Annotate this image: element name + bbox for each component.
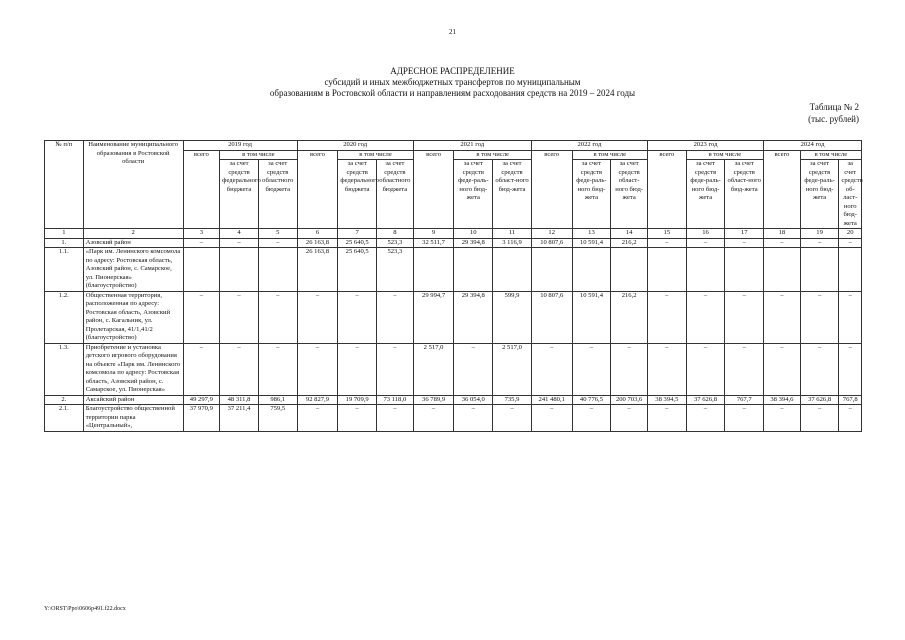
header-total: всего	[531, 150, 572, 229]
row-value: –	[647, 238, 686, 248]
column-number: 2	[83, 229, 183, 239]
file-path: Y:\ORST\Ppo\0606p491.f22.docx	[44, 606, 126, 612]
row-value: –	[531, 405, 572, 432]
row-value: 10 591,4	[572, 238, 611, 248]
header-year: 2023 год	[647, 141, 763, 151]
header-incl: в том числе	[686, 150, 763, 160]
row-value	[764, 248, 801, 292]
row-value: 29 394,8	[454, 238, 493, 248]
header-num: № п/п	[45, 141, 84, 229]
row-value: –	[338, 405, 377, 432]
row-number: 1.	[45, 238, 84, 248]
table-row	[45, 395, 862, 405]
distribution-table	[44, 140, 862, 432]
table-name: Таблица № 2	[809, 102, 859, 112]
row-value: 10 807,6	[531, 238, 572, 248]
row-value: –	[572, 343, 611, 395]
row-value: 36 054,0	[454, 395, 493, 405]
row-value: 38 394,6	[764, 395, 801, 405]
header-total: всего	[183, 150, 220, 229]
row-value: 37 626,8	[800, 395, 839, 405]
column-number: 19	[800, 229, 839, 239]
row-value	[531, 248, 572, 292]
row-value: 19 709,9	[338, 395, 377, 405]
row-value: –	[183, 343, 220, 395]
row-value: –	[800, 343, 839, 395]
row-value: 2 517,0	[413, 343, 454, 395]
row-value: 767,8	[839, 395, 862, 405]
column-number: 12	[531, 229, 572, 239]
row-value: 40 776,5	[572, 395, 611, 405]
title-line-2: субсидий и иных межбюджетных трансфертов по муниципальным	[324, 77, 581, 87]
row-value: 37 970,9	[183, 405, 220, 432]
row-value: 25 640,5	[338, 248, 377, 292]
column-number: 1	[45, 229, 84, 239]
table-units: (тыс. рублей)	[808, 114, 859, 124]
column-number: 8	[377, 229, 414, 239]
row-value: –	[531, 343, 572, 395]
row-value: –	[725, 291, 764, 343]
row-value: –	[686, 291, 725, 343]
row-value: –	[258, 343, 297, 395]
header-year: 2020 год	[297, 141, 413, 151]
row-value: –	[839, 238, 862, 248]
row-number: 2.1.	[45, 405, 84, 432]
column-number: 14	[611, 229, 648, 239]
row-value: 200 703,6	[611, 395, 648, 405]
row-name: Аксайский район	[83, 395, 183, 405]
row-value: 92 827,9	[297, 395, 338, 405]
row-value: –	[725, 405, 764, 432]
row-value: 49 297,9	[183, 395, 220, 405]
row-value: –	[377, 343, 414, 395]
header-federal: за счет средств федерального бюджета	[338, 160, 377, 229]
row-value: 216,2	[611, 238, 648, 248]
row-value	[800, 248, 839, 292]
row-value: –	[764, 238, 801, 248]
row-value: –	[297, 343, 338, 395]
column-number: 6	[297, 229, 338, 239]
table-row	[45, 238, 862, 248]
row-value: –	[258, 238, 297, 248]
row-value: 10 591,4	[572, 291, 611, 343]
header-year: 2024 год	[764, 141, 862, 151]
header-incl: в том числе	[338, 150, 413, 160]
header-regional: за счет средств област-ного бюд-жета	[493, 160, 532, 229]
column-number: 10	[454, 229, 493, 239]
row-number: 1.3.	[45, 343, 84, 395]
header-regional: за счет средств област-ного бюд-жета	[725, 160, 764, 229]
title-line-1: АДРЕСНОЕ РАСПРЕДЕЛЕНИЕ	[390, 66, 515, 76]
row-name: Благоустройство общественной территории парка «Центральный»,	[83, 405, 183, 432]
column-number: 4	[220, 229, 259, 239]
row-value	[220, 248, 259, 292]
row-value: –	[611, 343, 648, 395]
row-name: Общественная территория, расположенная по адресу: Ростовская область, Азовский район, с. Кагальник, ул. Пролетарская, 41/1,41/2 (благоустройство)	[83, 291, 183, 343]
column-number: 20	[839, 229, 862, 239]
page-number: 21	[449, 28, 456, 36]
row-value	[454, 248, 493, 292]
row-value: 37 626,8	[686, 395, 725, 405]
row-value: 25 640,5	[338, 238, 377, 248]
row-value: –	[454, 343, 493, 395]
table-row	[45, 405, 862, 432]
row-value: 26 163,8	[297, 248, 338, 292]
row-value: –	[800, 405, 839, 432]
row-value: –	[686, 238, 725, 248]
row-value: –	[647, 291, 686, 343]
row-value: 10 807,6	[531, 291, 572, 343]
table-row	[45, 291, 862, 343]
column-number: 15	[647, 229, 686, 239]
row-value: 241 480,1	[531, 395, 572, 405]
table-row	[45, 248, 862, 292]
header-name: Наименование муниципального образования в Ростовской области	[83, 141, 183, 229]
row-value: 32 511,7	[413, 238, 454, 248]
row-value	[183, 248, 220, 292]
row-value: –	[800, 291, 839, 343]
row-value	[839, 248, 862, 292]
row-value: 767,7	[725, 395, 764, 405]
row-value: –	[839, 405, 862, 432]
row-value: 2 517,0	[493, 343, 532, 395]
header-year: 2021 год	[413, 141, 531, 151]
header-incl: в том числе	[454, 150, 531, 160]
header-regional: за счет средств областного бюджета	[258, 160, 297, 229]
row-value: 986,1	[258, 395, 297, 405]
row-value: –	[183, 238, 220, 248]
column-number: 7	[338, 229, 377, 239]
header-federal: за счет средств феде-раль-ного бюд-жета	[800, 160, 839, 229]
row-value: –	[764, 405, 801, 432]
row-value: –	[297, 291, 338, 343]
row-value: –	[377, 405, 414, 432]
header-federal: за счет средств федерального бюджета	[220, 160, 259, 229]
row-value: –	[493, 405, 532, 432]
row-value: –	[220, 238, 259, 248]
header-federal: за счет средств феде-раль-ного бюд-жета	[572, 160, 611, 229]
header-year: 2019 год	[183, 141, 297, 151]
row-value	[611, 248, 648, 292]
document-title	[0, 66, 905, 99]
column-number: 5	[258, 229, 297, 239]
row-value: –	[725, 343, 764, 395]
row-value	[686, 248, 725, 292]
row-value: –	[725, 238, 764, 248]
header-federal: за счет средств феде-раль-ного бюд-жета	[454, 160, 493, 229]
row-name: Приобретение и установка детского игрового оборудования на объекте «Парк им. Ленинского комсомола по адресу: Ростовская область, Азовский район, с. Самарское, ул. Пионерская»	[83, 343, 183, 395]
row-value: –	[764, 343, 801, 395]
row-value: –	[258, 291, 297, 343]
row-value: 73 118,0	[377, 395, 414, 405]
row-value: 759,5	[258, 405, 297, 432]
row-value: –	[647, 405, 686, 432]
header-federal: за счет средств феде-раль-ного бюд-жета	[686, 160, 725, 229]
header-total: всего	[647, 150, 686, 229]
row-value: –	[413, 405, 454, 432]
row-value: –	[377, 291, 414, 343]
row-value: –	[686, 343, 725, 395]
row-value: –	[297, 405, 338, 432]
column-number: 18	[764, 229, 801, 239]
header-total: всего	[413, 150, 454, 229]
column-number: 13	[572, 229, 611, 239]
row-value: –	[647, 343, 686, 395]
row-value: –	[839, 343, 862, 395]
row-value: –	[338, 291, 377, 343]
header-regional: за счет средств об-ласт-ного бюд-жета	[839, 160, 862, 229]
row-value: 216,2	[611, 291, 648, 343]
row-number: 1.1.	[45, 248, 84, 292]
row-number: 1.2.	[45, 291, 84, 343]
row-value: –	[338, 343, 377, 395]
column-number: 17	[725, 229, 764, 239]
row-value: –	[220, 291, 259, 343]
row-value	[572, 248, 611, 292]
row-value: 599,9	[493, 291, 532, 343]
row-value: 36 789,9	[413, 395, 454, 405]
header-incl: в том числе	[572, 150, 647, 160]
row-value	[413, 248, 454, 292]
row-value: –	[686, 405, 725, 432]
title-line-3: образованиям в Ростовской области и направлениям расходования средств на 2019 – 2024 годы	[269, 88, 636, 98]
row-value: 29 394,8	[454, 291, 493, 343]
header-total: всего	[297, 150, 338, 229]
row-value	[258, 248, 297, 292]
row-value: –	[454, 405, 493, 432]
row-value: 523,3	[377, 238, 414, 248]
header-year: 2022 год	[531, 141, 647, 151]
column-number: 9	[413, 229, 454, 239]
row-name: Азовский район	[83, 238, 183, 248]
column-number: 16	[686, 229, 725, 239]
row-value: –	[183, 291, 220, 343]
row-value	[493, 248, 532, 292]
row-value: 37 211,4	[220, 405, 259, 432]
row-value	[647, 248, 686, 292]
header-incl: в том числе	[220, 150, 297, 160]
table-row	[45, 343, 862, 395]
row-value	[725, 248, 764, 292]
row-name: «Парк им. Ленинского комсомола по адресу: Ростовская область, Азовский район, с. Самарское, ул. Пионерская» (благоустройство)	[83, 248, 183, 292]
row-value: –	[800, 238, 839, 248]
row-value: 48 311,8	[220, 395, 259, 405]
column-number: 11	[493, 229, 532, 239]
header-incl: в том числе	[800, 150, 861, 160]
row-value: 29 994,7	[413, 291, 454, 343]
row-value: 523,3	[377, 248, 414, 292]
header-total: всего	[764, 150, 801, 229]
row-value: 735,9	[493, 395, 532, 405]
row-number: 2.	[45, 395, 84, 405]
row-value: –	[764, 291, 801, 343]
row-value: 38 394,5	[647, 395, 686, 405]
column-number: 3	[183, 229, 220, 239]
table-caption	[808, 101, 859, 125]
row-value: –	[572, 405, 611, 432]
header-regional: за счет средств областного бюджета	[377, 160, 414, 229]
header-regional: за счет средств област-ного бюд-жета	[611, 160, 648, 229]
row-value: –	[839, 291, 862, 343]
row-value: –	[220, 343, 259, 395]
row-value: 3 116,9	[493, 238, 532, 248]
row-value: –	[611, 405, 648, 432]
row-value: 26 163,8	[297, 238, 338, 248]
